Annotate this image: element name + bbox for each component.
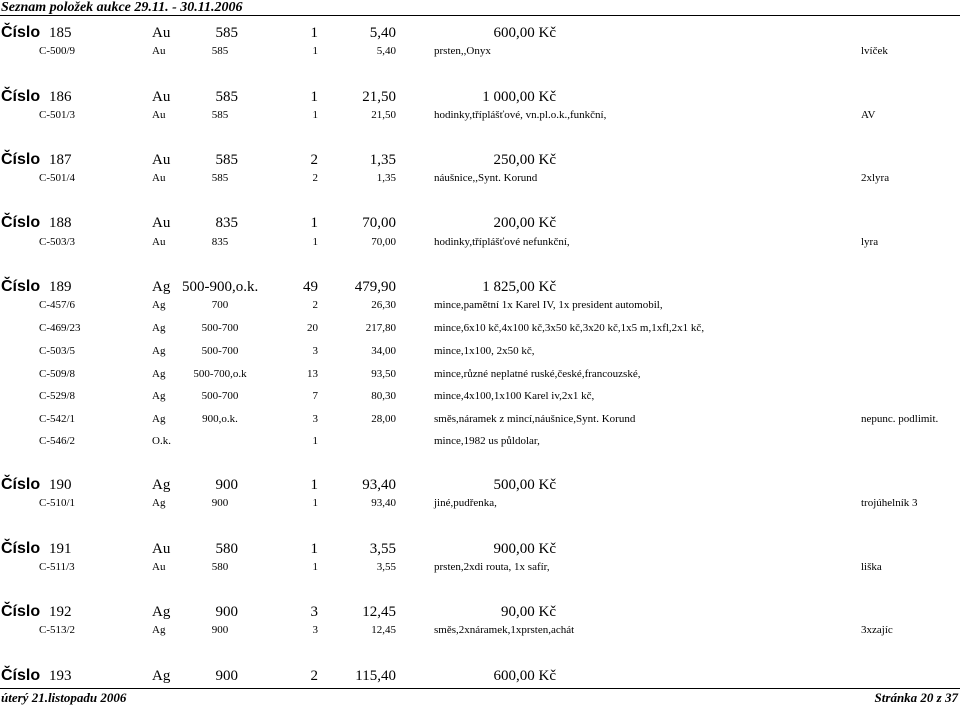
lot-number: 193 (49, 668, 72, 684)
cislo-label: Číslo (1, 667, 41, 684)
item-note: 3xzajíc (861, 624, 893, 636)
item-weight: 12,45 (371, 624, 396, 636)
lot-metal: Au (152, 152, 171, 168)
item-weight: 93,40 (371, 497, 396, 509)
item-detail-row (0, 345, 960, 361)
item-detail-row (0, 368, 960, 384)
lot-metal: Ag (152, 279, 171, 295)
item-metal: Ag (152, 624, 166, 636)
cislo-label: Číslo (1, 476, 41, 493)
item-fineness: 585 (211, 109, 229, 121)
item-note: nepunc. podlimit. (861, 413, 939, 425)
lot-weight: 3,55 (369, 541, 396, 557)
lot-metal: Au (152, 25, 171, 41)
item-metal: Au (152, 45, 166, 57)
lot-fineness: 500-900,o.k. (182, 279, 259, 295)
item-detail-row (0, 45, 960, 61)
item-note: lyra (861, 236, 879, 248)
footer-date: úterý 21.listopadu 2006 (1, 690, 127, 705)
lot-weight: 21,50 (362, 89, 396, 105)
item-description: náušnice,,Synt. Korund (434, 172, 538, 184)
lot-header-row (0, 25, 960, 45)
item-fineness: 900 (211, 497, 229, 509)
lot-weight: 115,40 (355, 668, 396, 684)
lot-number: 187 (49, 152, 72, 168)
footer-rule (0, 688, 960, 689)
lot-price: 600,00 Kč (493, 668, 556, 684)
lot-metal: Ag (152, 477, 171, 493)
lot-quantity: 49 (303, 279, 318, 295)
item-description: mince,6x10 kč,4x100 kč,3x50 kč,3x20 kč,1x5 m,1xfl,2x1 kč, (434, 322, 705, 334)
cislo-label: Číslo (1, 603, 41, 620)
item-quantity: 1 (312, 435, 318, 447)
item-code: C-513/2 (39, 624, 76, 636)
lot-quantity: 1 (310, 25, 318, 41)
item-description: hodinky,tříplášťové nefunkční, (434, 236, 570, 248)
lot-weight: 1,35 (369, 152, 396, 168)
lot-quantity: 1 (310, 541, 318, 557)
item-description: mince,1982 us půldolar, (434, 435, 540, 447)
lot-number: 189 (49, 279, 72, 295)
item-description: mince,1x100, 2x50 kč, (434, 345, 535, 357)
lot-fineness: 900 (215, 477, 238, 493)
item-code: C-546/2 (39, 435, 76, 447)
item-metal: Ag (152, 497, 166, 509)
item-quantity: 7 (312, 390, 318, 402)
lot-weight: 93,40 (362, 477, 396, 493)
item-weight: 3,55 (376, 561, 396, 573)
cislo-label: Číslo (1, 214, 41, 231)
lot-header-row (0, 89, 960, 109)
item-detail-row (0, 236, 960, 252)
item-description: mince,různé neplatné ruské,české,francouzské, (434, 368, 641, 380)
item-quantity: 1 (312, 45, 318, 57)
item-detail-row (0, 435, 960, 451)
item-description: hodinky,tříplášťové, vn.pl.o.k.,funkční, (434, 109, 607, 121)
lot-price: 250,00 Kč (493, 152, 556, 168)
item-fineness: 580 (211, 561, 229, 573)
item-metal: Ag (152, 299, 166, 311)
item-weight: 70,00 (371, 236, 396, 248)
item-quantity: 3 (312, 345, 318, 357)
item-code: C-529/8 (39, 390, 76, 402)
lot-fineness: 585 (215, 25, 238, 41)
item-quantity: 20 (307, 322, 318, 334)
item-note: liška (861, 561, 882, 573)
lot-fineness: 900 (215, 668, 238, 684)
lot-price: 600,00 Kč (493, 25, 556, 41)
item-fineness: 700 (211, 299, 229, 311)
lot-quantity: 1 (310, 215, 318, 231)
item-weight: 93,50 (371, 368, 396, 380)
item-metal: Ag (152, 345, 166, 357)
item-detail-row (0, 109, 960, 125)
item-detail-row (0, 299, 960, 315)
lot-header-row (0, 215, 960, 235)
lot-price: 1 825,00 Kč (482, 279, 556, 295)
lot-header-row (0, 477, 960, 497)
lot-number: 186 (49, 89, 72, 105)
lot-price: 500,00 Kč (493, 477, 556, 493)
item-code: C-542/1 (39, 413, 76, 425)
lot-metal: Au (152, 215, 171, 231)
item-code: C-469/23 (39, 322, 81, 334)
item-weight: 28,00 (371, 413, 396, 425)
lot-weight: 12,45 (362, 604, 396, 620)
item-code: C-457/6 (39, 299, 76, 311)
lot-header-row (0, 668, 960, 688)
item-quantity: 1 (312, 109, 318, 121)
lot-weight: 70,00 (362, 215, 396, 231)
item-metal: Au (152, 561, 166, 573)
cislo-label: Číslo (1, 88, 41, 105)
item-metal: Ag (152, 322, 166, 334)
item-code: C-501/4 (39, 172, 76, 184)
item-detail-row (0, 624, 960, 640)
item-code: C-511/3 (39, 561, 75, 573)
item-metal: Au (152, 172, 166, 184)
lot-price: 90,00 Kč (501, 604, 556, 620)
lot-quantity: 1 (310, 477, 318, 493)
cislo-label: Číslo (1, 278, 41, 295)
item-weight: 34,00 (371, 345, 396, 357)
lot-price: 200,00 Kč (493, 215, 556, 231)
lot-weight: 479,90 (354, 279, 396, 295)
item-quantity: 1 (312, 497, 318, 509)
lot-number: 185 (49, 25, 72, 41)
lot-quantity: 1 (310, 89, 318, 105)
item-code: C-500/9 (39, 45, 76, 57)
item-quantity: 2 (312, 299, 318, 311)
lot-metal: Ag (152, 604, 171, 620)
lot-metal: Ag (152, 668, 171, 684)
cislo-label: Číslo (1, 540, 41, 557)
item-fineness: 500-700,o.k (193, 368, 247, 380)
lot-metal: Au (152, 89, 171, 105)
item-detail-row (0, 497, 960, 513)
item-metal: Au (152, 109, 166, 121)
item-description: jiné,pudřenka, (434, 497, 497, 509)
item-quantity: 2 (312, 172, 318, 184)
item-note: 2xlyra (861, 172, 890, 184)
item-code: C-509/8 (39, 368, 76, 380)
item-metal: Au (152, 236, 166, 248)
item-metal: Ag (152, 368, 166, 380)
lot-number: 192 (49, 604, 72, 620)
lot-header-row (0, 152, 960, 172)
item-description: směs,náramek z mincí,náušnice,Synt. Korund (434, 413, 636, 425)
item-weight: 5,40 (376, 45, 396, 57)
item-detail-row (0, 561, 960, 577)
lot-price: 1 000,00 Kč (482, 89, 556, 105)
item-fineness: 900,o.k. (202, 413, 238, 425)
item-description: prsten,2xdi routa, 1x safír, (434, 561, 550, 573)
item-description: směs,2xnáramek,1xprsten,achát (434, 624, 575, 636)
lot-number: 190 (49, 477, 72, 493)
item-code: C-501/3 (39, 109, 76, 121)
lot-fineness: 585 (215, 89, 238, 105)
page-title: Seznam položek aukce 29.11. - 30.11.2006 (1, 0, 243, 15)
item-note: trojúhelník 3 (861, 497, 918, 509)
item-weight: 1,35 (376, 172, 396, 184)
item-fineness: 585 (211, 45, 229, 57)
lot-quantity: 2 (310, 668, 318, 684)
item-metal: Ag (152, 390, 166, 402)
item-fineness: 500-700 (201, 345, 239, 357)
item-quantity: 1 (312, 561, 318, 573)
item-code: C-503/3 (39, 236, 76, 248)
item-metal: O.k. (152, 435, 171, 447)
item-fineness: 585 (211, 172, 229, 184)
item-note: AV (861, 109, 876, 121)
item-detail-row (0, 390, 960, 406)
lot-quantity: 3 (310, 604, 318, 620)
cislo-label: Číslo (1, 151, 41, 168)
lot-price: 900,00 Kč (493, 541, 556, 557)
item-quantity: 1 (312, 236, 318, 248)
item-fineness: 835 (211, 236, 229, 248)
lot-number: 188 (49, 215, 72, 231)
lot-quantity: 2 (310, 152, 318, 168)
lot-number: 191 (49, 541, 72, 557)
item-note: lvíček (861, 45, 888, 57)
item-quantity: 13 (307, 368, 318, 380)
item-description: mince,pamětní 1x Karel IV, 1x president automobil, (434, 299, 663, 311)
lot-header-row (0, 541, 960, 561)
item-metal: Ag (152, 413, 166, 425)
lot-fineness: 900 (215, 604, 238, 620)
item-detail-row (0, 172, 960, 188)
item-fineness: 500-700 (201, 322, 239, 334)
item-code: C-510/1 (39, 497, 76, 509)
item-detail-row (0, 413, 960, 429)
lot-fineness: 580 (215, 541, 238, 557)
item-weight: 217,80 (365, 322, 396, 334)
lot-weight: 5,40 (369, 25, 396, 41)
item-detail-row (0, 322, 960, 338)
item-fineness: 900 (211, 624, 229, 636)
item-weight: 21,50 (371, 109, 396, 121)
item-description: mince,4x100,1x100 Karel iv,2x1 kč, (434, 390, 595, 402)
item-fineness: 500-700 (201, 390, 239, 402)
item-quantity: 3 (312, 413, 318, 425)
item-code: C-503/5 (39, 345, 76, 357)
lot-metal: Au (152, 541, 171, 557)
lot-header-row (0, 279, 960, 299)
cislo-label: Číslo (1, 24, 41, 41)
item-weight: 80,30 (371, 390, 396, 402)
lot-fineness: 585 (215, 152, 238, 168)
item-description: prsten,,Onyx (434, 45, 491, 57)
item-weight: 26,30 (371, 299, 396, 311)
lot-header-row (0, 604, 960, 624)
footer-page-number: Stránka 20 z 37 (874, 690, 958, 705)
lot-fineness: 835 (215, 215, 238, 231)
item-quantity: 3 (312, 624, 318, 636)
